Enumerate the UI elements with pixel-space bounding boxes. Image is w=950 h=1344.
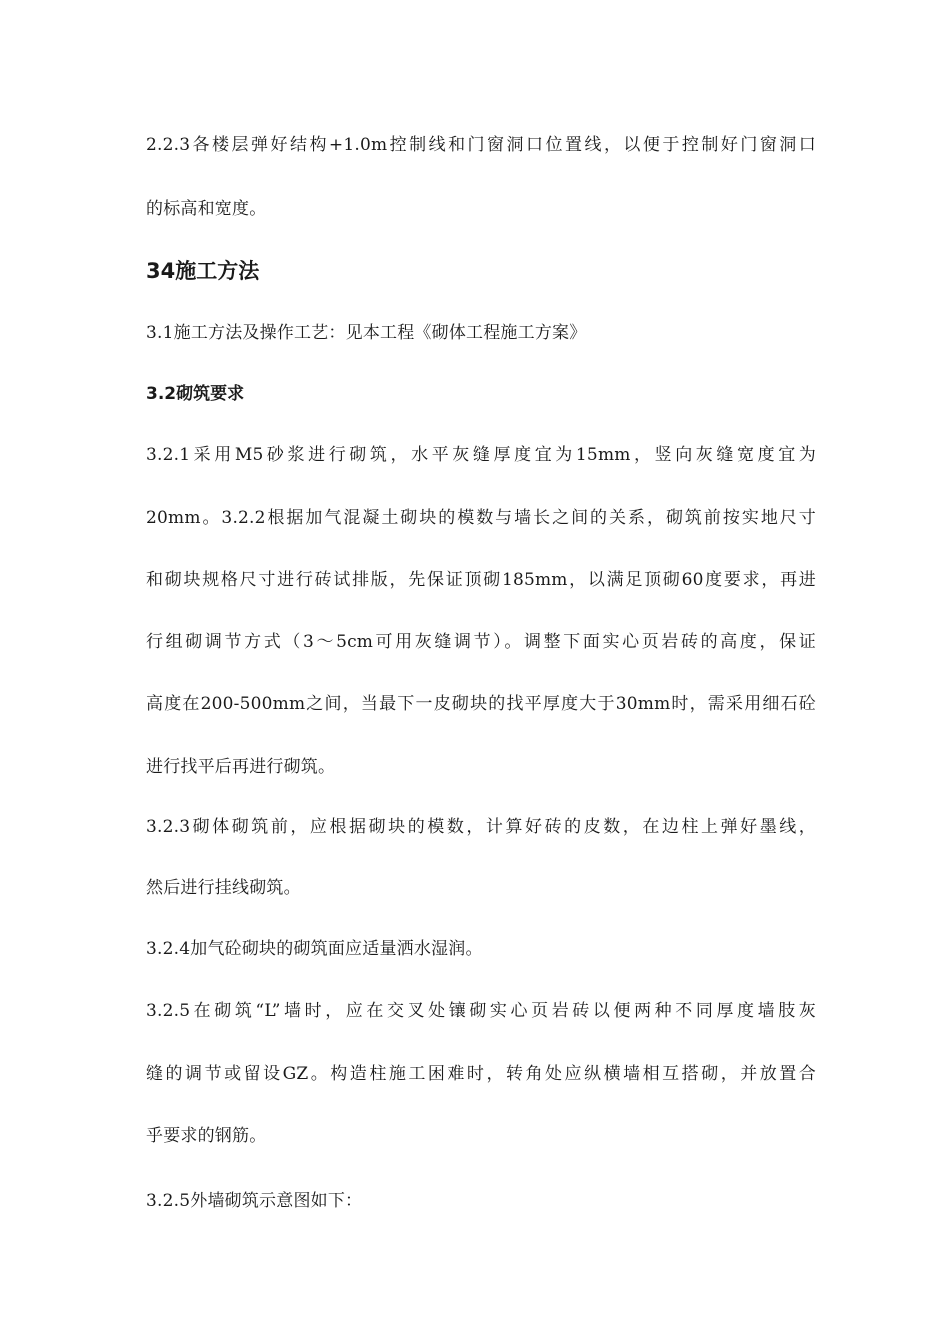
paragraph-2-2-3-line-1: 2.2.3各楼层弹好结构+1.0m控制线和门窗洞口位置线，以便于控制好门窗洞口: [146, 135, 816, 155]
paragraph-3-2-5b-line-1: 3.2.5外墙砌筑示意图如下：: [146, 1191, 363, 1211]
paragraph-3-2-5-line-1: 3.2.5在砌筑“L”墙时，应在交叉处镶砌实心页岩砖以便两种不同厚度墙肢灰: [146, 1001, 816, 1021]
paragraph-3-2-5-line-2: 缝的调节或留设GZ。构造柱施工困难时，转角处应纵横墙相互搭砌，并放置合: [146, 1064, 816, 1084]
paragraph-3-1-line-1: 3.1施工方法及操作工艺：见本工程《砌体工程施工方案》: [146, 323, 587, 343]
paragraph-3-2-1-line-3: 和砌块规格尺寸进行砖试排版，先保证顶砌185mm，以满足顶砌60度要求，再进: [146, 570, 816, 590]
paragraph-3-2-1-line-1: 3.2.1采用M5砂浆进行砌筑，水平灰缝厚度宜为15mm，竖向灰缝宽度宜为: [146, 445, 816, 465]
section-heading-3-2: 3.2砌筑要求: [146, 384, 245, 404]
section-heading-34: 34施工方法: [146, 259, 260, 283]
paragraph-3-2-3-line-1: 3.2.3砌体砌筑前，应根据砌块的模数，计算好砖的皮数，在边柱上弹好墨线，: [146, 817, 816, 837]
paragraph-2-2-3-line-2: 的标高和宽度。: [146, 199, 267, 219]
paragraph-3-2-1-line-4: 行组砌调节方式（3～5cm可用灰缝调节）。调整下面实心页岩砖的高度，保证: [146, 632, 816, 652]
paragraph-3-2-1-line-2: 20mm。3.2.2根据加气混凝土砌块的模数与墙长之间的关系，砌筑前按实地尺寸: [146, 508, 816, 528]
paragraph-3-2-1-line-6: 进行找平后再进行砌筑。: [146, 757, 336, 777]
paragraph-3-2-5-line-3: 乎要求的钢筋。: [146, 1126, 267, 1146]
paragraph-3-2-1-line-5: 高度在200-500mm之间，当最下一皮砌块的找平厚度大于30mm时，需采用细石砼: [146, 694, 816, 714]
paragraph-3-2-3-line-2: 然后进行挂线砌筑。: [146, 878, 301, 898]
paragraph-3-2-4-line-1: 3.2.4加气砼砌块的砌筑面应适量洒水湿润。: [146, 939, 483, 959]
